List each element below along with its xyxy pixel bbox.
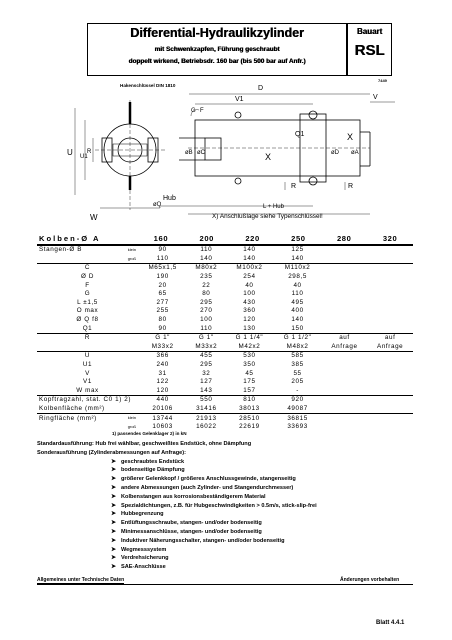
table-row [37,414,413,423]
table-cell: 20106 [152,404,173,412]
table-cell: 22 [202,281,211,289]
table-row [37,299,413,308]
table-cell: 32 [202,369,211,377]
table-cell: 143 [200,386,213,394]
table-cell: 90 [158,324,167,332]
svg-text:G: G [191,108,196,114]
auf-anfrage-cell [322,316,368,325]
table-row [37,316,413,325]
row-label: R [84,334,91,342]
footer-left: Allgemeines unter Technische Daten [37,577,125,583]
table-cell: 150 [291,324,304,332]
auf-anfrage-cell [367,324,413,333]
table-cell: 110 [200,324,213,332]
table-row [37,378,413,387]
subtitle-1: mit Schwenkzapfen, Führung geschraubt [154,46,280,53]
svg-text:R: R [348,183,354,190]
sonder-item: ➤ Wegmesssystem [37,546,417,555]
table-row [37,361,413,370]
table-row [37,281,413,290]
table-cell: 205 [291,378,304,386]
table-cell: 190 [156,273,169,281]
table-cell: 530 [243,352,256,360]
auf-anfrage-cell [367,405,413,414]
auf-anfrage-cell [322,307,368,316]
table-cell: 120 [156,386,169,394]
row-label: Kolbenfläche (mm²) [39,404,105,412]
auf-anfrage-cell [322,352,368,361]
table-row [37,387,413,396]
table-cell: 65 [158,290,167,298]
header-320: 320 [382,233,398,243]
table-cell: 400 [291,307,304,315]
row-label: U1 [82,361,93,369]
table-row [37,352,413,361]
table-cell: 495 [291,298,304,306]
svg-text:Q1: Q1 [295,131,305,138]
table-cell: 125 [291,246,304,254]
row-label [37,255,138,264]
label-w: W [90,213,98,222]
table-cell: 55 [293,369,302,377]
row-label-text: Stangen-Ø B [39,246,83,254]
sonder-list [37,458,417,572]
table-row [37,396,413,405]
table-cell: 80 [202,290,211,298]
table-cell: 295 [200,298,213,306]
table-cell: 13744 [152,414,173,422]
svg-text:V1: V1 [235,96,244,103]
technical-drawing [55,80,400,230]
table-row [37,369,413,378]
table-cell: 100 [200,316,213,324]
auf-anfrage-cell [322,396,368,405]
row-label: Kopftragzahl, stat. C0 1) 2) [39,396,132,404]
auf-anfrage-cell [367,369,413,378]
svg-text:V: V [373,94,378,101]
table-cell: 235 [200,273,213,281]
header-250: 250 [291,233,306,243]
auf-anfrage-cell [367,290,413,299]
auf-anfrage-cell [322,369,368,378]
auf-anfrage-cell [322,255,368,264]
row-label: L ±1,5 [77,298,98,306]
table-cell: 127 [200,378,213,386]
table-cell: M110x2 [284,264,311,272]
header-280: 280 [336,233,352,243]
table-cell: G 1 1/4" [235,334,264,342]
page-number: Blatt 4.4.1 [376,620,405,626]
spec-table-body [37,245,413,431]
table-cell: 130 [243,324,256,332]
row-label: G [84,290,91,298]
auf-anfrage-cell: Anfrage [377,342,404,350]
table-cell: 295 [200,361,213,369]
table-row [37,255,413,264]
table-cell: 38013 [239,404,260,412]
row-sublabel: groß [127,423,136,429]
table-cell: 22619 [239,423,260,431]
svg-text:øD: øD [331,150,339,156]
auf-anfrage-cell [322,264,368,273]
sonder-item: ➤ geschraubtes Endstück [37,458,417,467]
table-cell: 298,5 [288,273,307,281]
auf-anfrage-cell [322,414,368,423]
table-cell: 100 [243,290,256,298]
header-220: 220 [245,233,260,243]
sonder-item: ➤ andere Abmessungen (auch Zylinder- und Stangendurchmesser) [37,484,417,493]
table-cell: M65x1,5 [148,264,177,272]
svg-text:U1: U1 [80,154,88,160]
svg-text:R: R [87,149,92,155]
table-cell: 20 [158,281,167,289]
table-cell: 157 [243,386,256,394]
auf-anfrage-cell [367,387,413,396]
label-u: U [67,148,73,157]
auf-anfrage-cell [322,423,368,432]
row-label: V [85,369,90,377]
svg-text:øB: øB [185,150,193,156]
table-cell: - [296,386,299,394]
auf-anfrage-cell [367,316,413,325]
footer-right: Änderungen vorbehalten [340,577,400,583]
auf-anfrage-cell [367,414,413,423]
svg-text:øA: øA [351,150,359,156]
table-row [37,324,413,333]
auf-anfrage-cell [367,255,413,264]
table-cell: M33x2 [151,342,174,350]
row-sublabel: klein [127,247,136,252]
svg-text:D: D [258,85,264,92]
row-label: V1 [83,378,92,386]
auf-anfrage-cell [367,246,413,255]
table-cell: G 1" [198,334,214,342]
auf-anfrage-cell [322,387,368,396]
bauart-value: RSL [354,42,385,59]
bauart-label: Bauart [356,27,383,36]
table-row [37,405,413,414]
auf-anfrage-cell [322,324,368,333]
table-cell: 254 [243,273,256,281]
row-label: O max [76,307,99,315]
auf-anfrage-cell [367,361,413,370]
sonder-item: ➤ Verdrehsicherung [37,554,417,563]
sonder-item: ➤ Hubbegrenzung [37,510,417,519]
sonder-item: ➤ Minimessanschlüsse, stangen- und/oder bodenseitig [37,528,417,537]
table-cell: 550 [200,396,213,404]
svg-text:X: X [265,152,272,162]
table-cell: 810 [243,396,256,404]
table-cell: 120 [243,316,256,324]
hakenschluessel-label: Hakenschlüssel DIN 1810 [120,83,176,88]
auf-anfrage-cell [322,281,368,290]
svg-text:R: R [291,183,297,190]
table-cell: 350 [243,361,256,369]
table-cell: 430 [243,298,256,306]
row-sublabel: groß [127,255,136,261]
table-cell: 80 [158,316,167,324]
auf-anfrage-cell [367,264,413,273]
table-cell: M33x2 [195,342,218,350]
table-row [37,307,413,316]
svg-text:X: X [347,132,354,142]
row-sublabel: klein [127,415,136,421]
auf-anfrage-cell [367,273,413,282]
table-cell: 920 [291,396,304,404]
row-label [37,414,138,423]
row-label: Ø D [81,273,94,281]
table-cell: 255 [156,307,169,315]
auf-anfrage-cell [367,423,413,432]
header-200: 200 [199,233,214,243]
table-cell: 585 [291,352,304,360]
svg-text:øC: øC [197,150,205,156]
auf-anfrage-cell [367,307,413,316]
anschluss-note: X) Anschlußlage siehe Typenschlüssel! [212,213,323,220]
spec-table [37,233,413,245]
auf-anfrage-cell [367,396,413,405]
table-footnote: 1) passendes Gelenklager 2) in kN [112,431,187,436]
row-label-text: Ringfläche (mm²) [39,414,97,422]
table-cell: 21913 [196,414,217,422]
table-cell: 33693 [287,423,308,431]
row-label: Ø Q f8 [76,316,99,324]
table-cell: 110 [156,254,169,262]
table-cell: 140 [243,254,256,262]
table-cell: 140 [243,246,256,254]
table-cell: 31 [158,369,167,377]
row-label: Q1 [82,324,93,332]
row-label [37,246,138,255]
row-label: W max [76,386,99,394]
svg-text:F: F [200,108,204,114]
auf-anfrage-cell [322,299,368,308]
table-cell: 122 [156,378,169,386]
table-cell: 140 [291,316,304,324]
auf-anfrage-cell [367,378,413,387]
auf-anfrage-cell [322,246,368,255]
table-cell: 40 [245,281,254,289]
table-cell: 49087 [287,404,308,412]
sonder-note: Sonderausführung (Zylinderabmessungen auf Anfrage): [37,449,186,456]
row-label: C [84,264,91,272]
sonder-item: ➤ Spezialdichtungen, z.B. für Hubgeschwindigkeiten > 0.5m/s, stick-slip-frei [37,502,417,511]
table-cell: 90 [158,246,167,254]
sonder-item: ➤ größerer Gelenkkopf / größeres Anschlussgewinde, stangenseitig [37,475,417,484]
svg-text:øQ: øQ [153,202,162,208]
auf-anfrage-cell: auf [339,334,350,342]
footer-rule [37,584,413,585]
table-cell: G 1" [155,334,171,342]
label-hub: Hub [163,195,176,202]
table-cell: G 1 1/2" [283,334,312,342]
table-cell: M42x2 [238,342,261,350]
auf-anfrage-cell [322,273,368,282]
table-cell: 140 [291,254,304,262]
table-cell: 45 [245,369,254,377]
table-cell: 277 [156,298,169,306]
table-cell: 40 [293,281,302,289]
sonder-item: ➤ Kolbenstangen aus korrosionsbeständigerem Material [37,493,417,502]
auf-anfrage-cell: Anfrage [331,342,358,350]
spec-table-wrap [37,233,413,431]
table-cell: M48x2 [286,342,309,350]
table-cell: M100x2 [236,264,263,272]
cylinder-drawing-svg [55,80,400,230]
table-row [37,333,413,342]
table-cell: 110 [291,290,304,298]
table-cell: 366 [156,352,169,360]
subtitle-2: doppelt wirkend, Betriebsdr. 160 bar (bis 500 bar auf Anfr.) [128,58,306,65]
svg-text:L + Hub: L + Hub [263,204,284,210]
sonder-item: ➤ Induktiver Näherungsschalter, stangen- und/oder bodenseitig [37,537,417,546]
row-label [37,343,138,352]
drawing-code: 7449 [378,78,387,83]
table-row [37,290,413,299]
auf-anfrage-cell: auf [384,334,396,342]
table-cell: 16022 [196,423,217,431]
notes-block [37,440,417,572]
table-cell: 455 [200,352,213,360]
auf-anfrage-cell [322,290,368,299]
table-row [37,423,413,432]
auf-anfrage-cell [367,352,413,361]
table-cell: 270 [200,307,213,315]
header-kolben: Kolben-Ø A [39,233,101,243]
auf-anfrage-cell [322,405,368,414]
table-cell: 31416 [196,404,217,412]
standard-note: Standardausführung: Hub frei wählbar, geschweißtes Endstück, ohne Dämpfung [37,441,252,447]
table-row [37,343,413,352]
table-cell: 140 [200,254,213,262]
auf-anfrage-cell [367,281,413,290]
table-row [37,273,413,282]
table-cell: 240 [156,361,169,369]
table-cell: 28510 [239,414,260,422]
table-cell: 36815 [287,414,308,422]
sonder-item: ➤ Entlüftungsschraube, stangen- und/oder bodenseitig [37,519,417,528]
table-cell: 385 [291,361,304,369]
table-cell: M80x2 [195,264,218,272]
table-cell: 360 [243,307,256,315]
sonder-item: ➤ bodenseitige Dämpfung [37,466,417,475]
table-cell: 10603 [152,423,173,431]
row-label: U [84,352,91,360]
page-title: Differential-Hydraulikzylinder [130,26,304,40]
table-cell: 110 [200,246,213,254]
header-160: 160 [153,233,169,243]
table-cell: 175 [243,378,256,386]
table-row [37,246,413,255]
auf-anfrage-cell [322,378,368,387]
table-row [37,264,413,273]
sonder-item: ➤ SAE-Anschlüsse [37,563,417,572]
table-cell: 440 [156,396,169,404]
auf-anfrage-cell [322,361,368,370]
row-label: F [85,281,90,289]
auf-anfrage-cell [367,299,413,308]
